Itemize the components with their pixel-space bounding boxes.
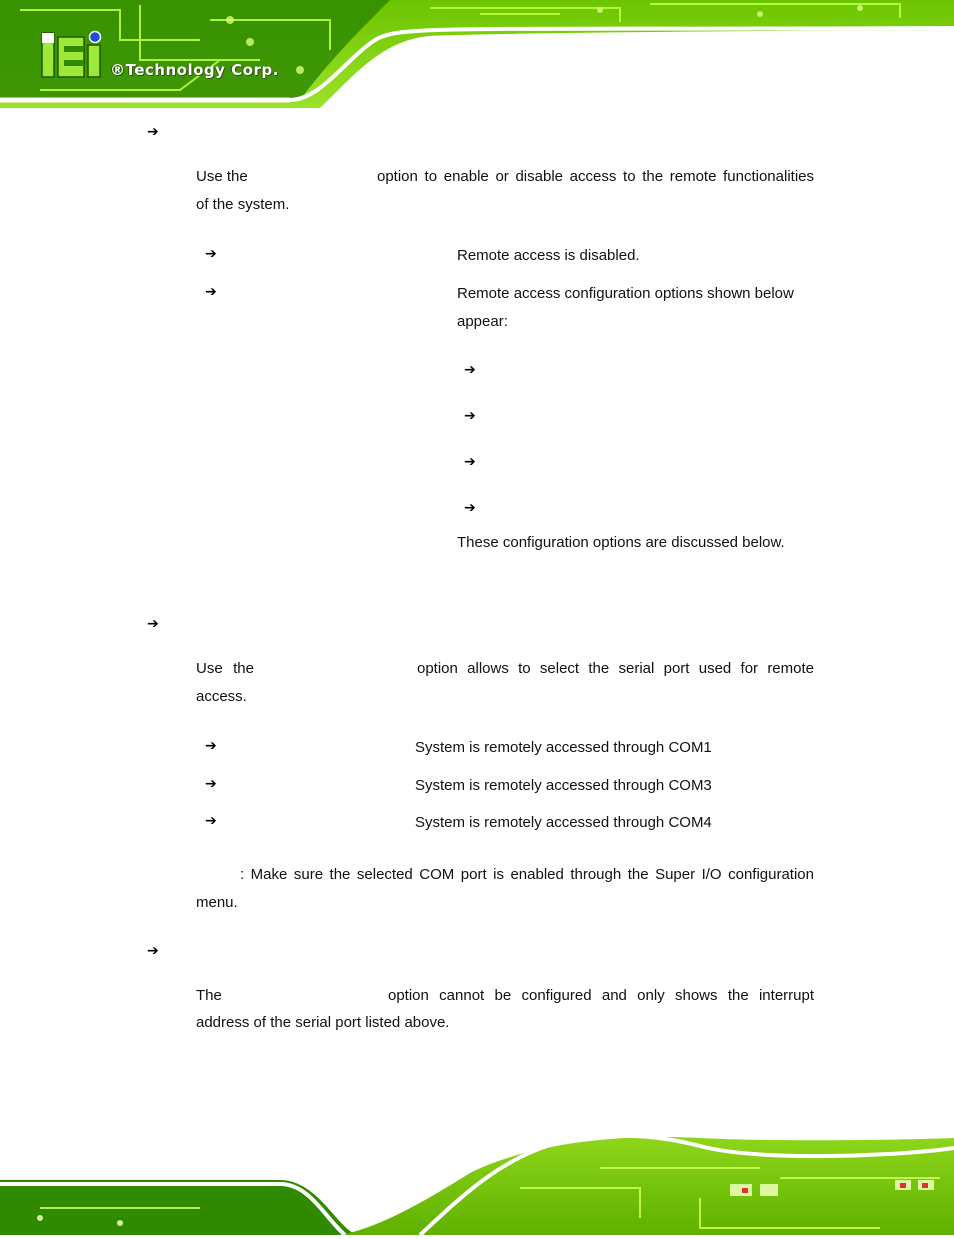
section-1-para-left: Use the xyxy=(196,168,248,185)
pcb-footer-graphic xyxy=(0,1128,954,1235)
option-enabled-desc: Remote access configuration options shown below xyxy=(457,285,794,302)
option-com1-arrow-icon: ➔ xyxy=(205,738,217,754)
option-enabled-desc-cont: appear: xyxy=(457,313,508,330)
section-2-para-left: Use the xyxy=(196,660,254,677)
pcb-header-graphic xyxy=(0,0,954,112)
note-line2: menu. xyxy=(196,894,238,911)
option-disabled-arrow-icon: ➔ xyxy=(205,246,217,262)
page-header xyxy=(0,0,954,112)
section-2-para-right: option allows to select the serial port used for remote xyxy=(417,660,814,677)
option-disabled-desc: Remote access is disabled. xyxy=(457,247,640,264)
option-com4-desc: System is remotely accessed through COM4 xyxy=(415,814,712,831)
note-line1: : Make sure the selected COM port is enabled through the Super I/O configuration xyxy=(240,866,814,883)
page-footer xyxy=(0,1128,954,1235)
sub-option-3-arrow-icon: ➔ xyxy=(464,454,476,470)
sub-option-1-arrow-icon: ➔ xyxy=(464,362,476,378)
sub-option-4-arrow-icon: ➔ xyxy=(464,500,476,516)
option-com3-desc: System is remotely accessed through COM3 xyxy=(415,777,712,794)
option-com4-arrow-icon: ➔ xyxy=(205,813,217,829)
section-3-para-right: option cannot be configured and only shows the interrupt xyxy=(388,987,814,1004)
section-2-arrow-icon: ➔ xyxy=(147,616,159,632)
option-enabled-arrow-icon: ➔ xyxy=(205,284,217,300)
sub-option-2-arrow-icon: ➔ xyxy=(464,408,476,424)
section-3-arrow-icon: ➔ xyxy=(147,943,159,959)
section-1-para-line2: of the system. xyxy=(196,196,290,213)
section-3-para-line2: address of the serial port listed above. xyxy=(196,1014,450,1031)
option-com1-desc: System is remotely accessed through COM1 xyxy=(415,739,712,756)
logo-text: ®Technology Corp. xyxy=(110,61,279,79)
section-3-para-left: The xyxy=(196,987,222,1004)
section-1-para-right: option to enable or disable access to the remote functionalities xyxy=(377,168,814,185)
section-2-para-line2: access. xyxy=(196,688,247,705)
section-1-footer-text: These configuration options are discussed below. xyxy=(457,534,785,551)
section-1-arrow-icon: ➔ xyxy=(147,124,159,140)
option-com3-arrow-icon: ➔ xyxy=(205,776,217,792)
